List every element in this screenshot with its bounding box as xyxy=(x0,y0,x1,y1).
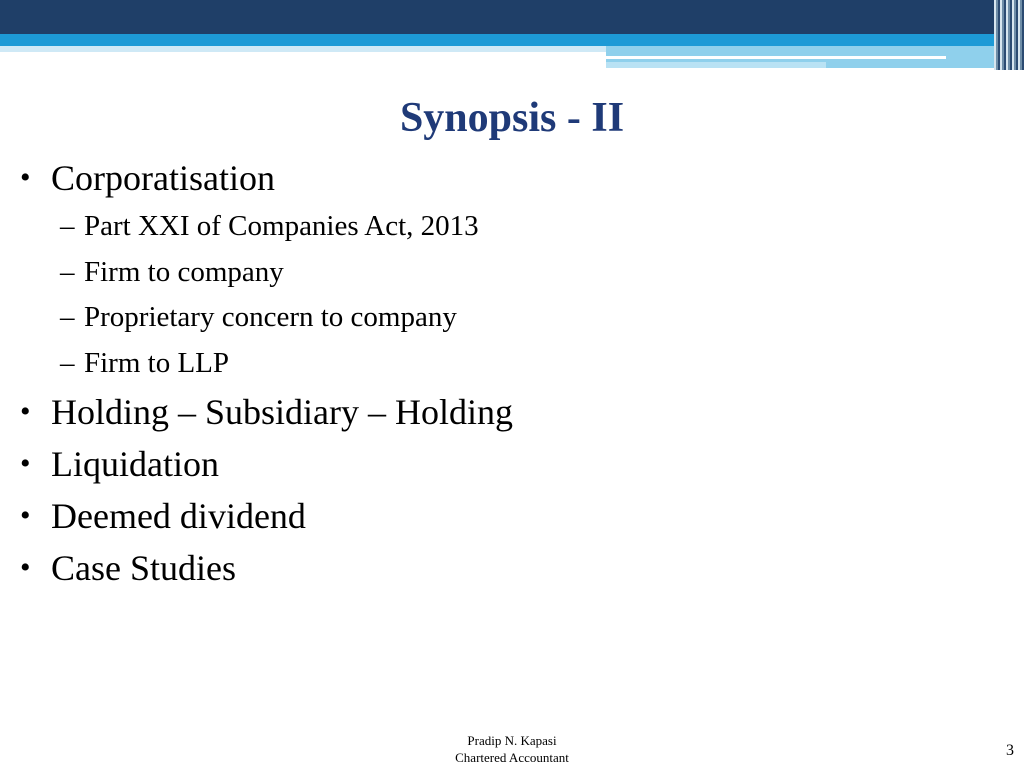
bullet-text: Liquidation xyxy=(51,444,219,484)
dash-icon: – xyxy=(60,210,75,242)
bullet-text: Case Studies xyxy=(51,548,236,588)
bullet-item-corporatisation xyxy=(20,152,920,204)
bullet-item-deemed-dividend xyxy=(20,490,920,542)
sub-item-firm-to-llp xyxy=(20,341,920,387)
bullet-icon: • xyxy=(20,447,31,480)
bullet-item-holding xyxy=(20,386,920,438)
slide-title: Synopsis - II xyxy=(399,95,625,141)
sub-item-proprietary-concern xyxy=(20,295,920,341)
sub-item-text: Proprietary concern to company xyxy=(84,301,457,333)
header-band-light-right-lower xyxy=(606,62,826,68)
bullet-icon: • xyxy=(20,499,31,532)
header-band-white-line xyxy=(606,56,946,59)
sub-item-firm-to-company xyxy=(20,250,920,296)
header-band-cyan xyxy=(0,34,1024,46)
bullet-icon: • xyxy=(20,161,31,194)
bullet-text: Deemed dividend xyxy=(51,496,306,536)
bullet-item-case-studies xyxy=(20,542,920,594)
sub-item-text: Firm to company xyxy=(84,255,284,288)
dash-icon: – xyxy=(60,255,75,288)
bullet-icon: • xyxy=(20,395,31,428)
bullet-icon: • xyxy=(20,551,31,584)
header-stripes-decoration xyxy=(994,0,1024,70)
header-band-dark xyxy=(0,0,1024,34)
sub-item-text: Part XXI of Companies Act, 2013 xyxy=(84,210,479,242)
dash-icon: – xyxy=(60,346,75,379)
header-band-light-left xyxy=(0,46,606,52)
bullet-text: Holding – Subsidiary – Holding xyxy=(51,392,514,432)
footer-author xyxy=(412,732,612,766)
dash-icon: – xyxy=(60,301,75,333)
page-number: 3 xyxy=(1006,742,1014,759)
sub-item-text: Firm to LLP xyxy=(84,346,230,379)
bullet-text: Corporatisation xyxy=(51,158,275,198)
footer-author-role: Chartered Accountant xyxy=(455,750,569,765)
sub-item-part-xxi xyxy=(20,204,920,250)
footer-author-name: Pradip N. Kapasi xyxy=(467,733,557,748)
bullet-item-liquidation xyxy=(20,438,920,490)
bullet-list xyxy=(20,152,920,594)
